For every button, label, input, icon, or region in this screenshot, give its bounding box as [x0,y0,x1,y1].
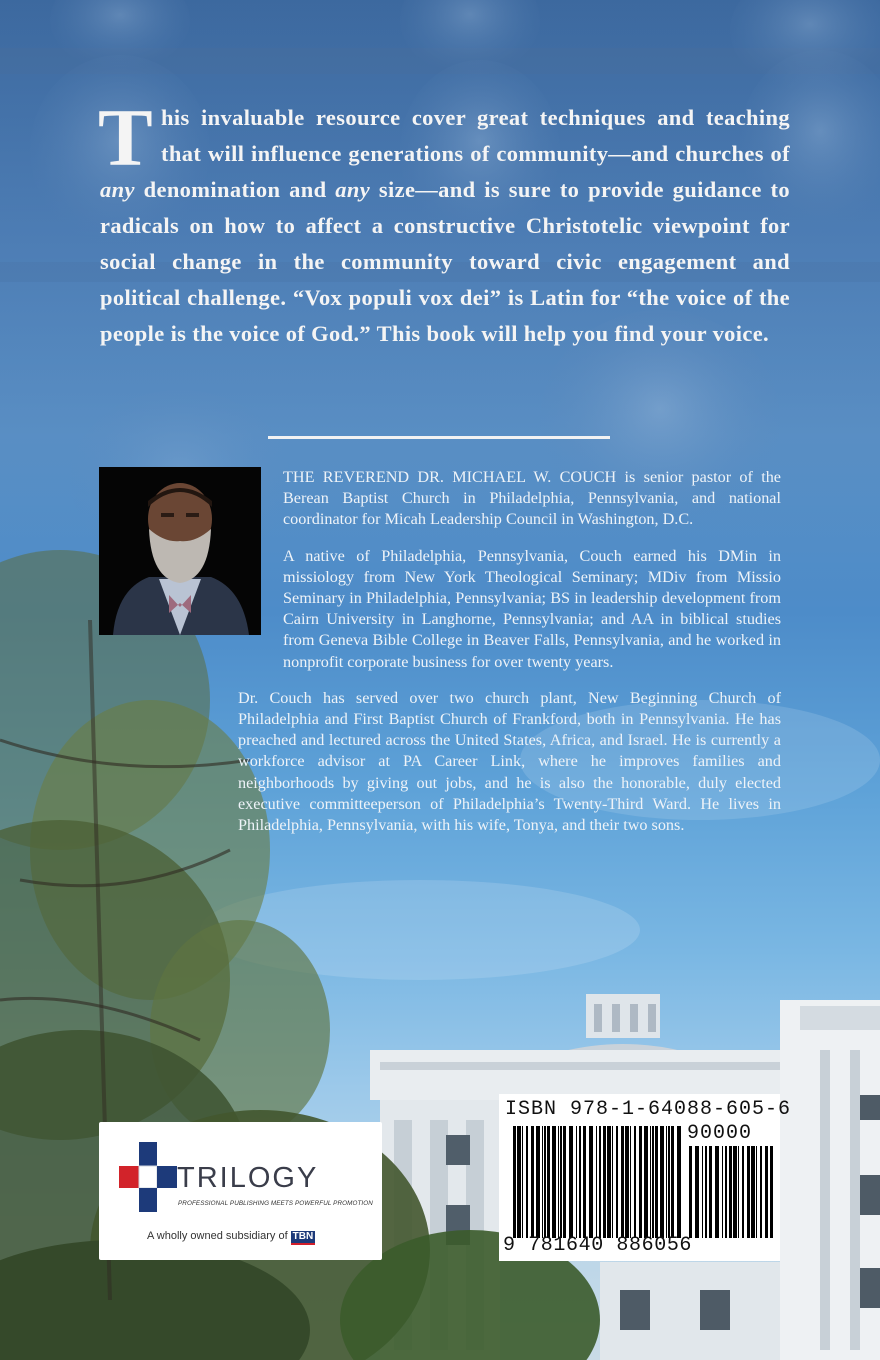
barcode-bar [738,1146,739,1238]
barcode-bar [729,1146,732,1238]
barcode-bar [668,1126,670,1238]
blurb-text-b: denomination and [134,177,336,202]
barcode-bar [579,1126,581,1238]
publisher-name: TRILOGY [177,1162,319,1194]
publisher-subsidiary [147,1230,315,1245]
blurb-text-a: his invaluable resource cover great techniques and teaching that will influence generations of community—and churches of [161,105,790,166]
barcode-bar [702,1146,703,1238]
barcode-bar [517,1126,521,1238]
addon-barcode-bars [689,1146,773,1238]
barcode-bar [695,1146,699,1238]
barcode-bar [621,1126,624,1238]
barcode-bar [583,1126,586,1238]
tbn-logo: TBN [291,1231,316,1245]
barcode-bar [660,1126,664,1238]
barcode-bar [603,1126,606,1238]
barcode-bar [770,1146,773,1238]
publisher-tagline: PROFESSIONAL PUBLISHING MEETS POWERFUL PROMOTION [178,1200,373,1207]
price-code: 90000 [687,1122,753,1145]
publisher-logo [99,1122,382,1260]
barcode-bar [709,1146,712,1238]
barcode-bar [536,1126,540,1238]
author-bio [238,467,781,851]
barcode-bar [742,1146,744,1238]
barcode-bar [612,1126,613,1238]
barcode-bar [607,1126,611,1238]
barcode-bar [616,1126,618,1238]
barcode-bar [531,1126,534,1238]
barcode-bar [542,1126,543,1238]
blurb-text-c: size—and is sure to provide guidance to radicals on how to affect a constructive Christotelic viewpoint for social change in the community toward civic engagement and political challenge. “Vox populi vox dei” is Latin for “the voice of the people is the voice of God.” This book will help you find your voice. [100,177,790,346]
barcode-bar [569,1126,573,1238]
barcode-bar [733,1146,737,1238]
barcode-bar [563,1126,566,1238]
back-cover-blurb [98,92,790,352]
barcode-bar [715,1146,719,1238]
barcode-bar [625,1126,629,1238]
barcode-bar [599,1126,601,1238]
barcode-bar [526,1126,528,1238]
barcode-bar [513,1126,516,1238]
barcode-bar [644,1126,648,1238]
isbn-label: ISBN 978-1-64088-605-6 [505,1098,792,1121]
author-portrait [99,467,261,635]
isbn-barcode [499,1094,792,1261]
barcode-bar [547,1126,550,1238]
barcode-bar [756,1146,757,1238]
barcode-bar [630,1126,631,1238]
blurb-emphasis-any-1: any [100,177,135,202]
barcode-bar [677,1126,681,1238]
barcode-bar [652,1126,654,1238]
bio-paragraph-1: THE REVEREND DR. MICHAEL W. COUCH is senior pastor of the Berean Baptist Church in Philadelphia, Pennsylvania, and national coordinator for Micah Leadership Council in Washington, D.C. [283,468,781,529]
barcode-bar [671,1126,674,1238]
ean-barcode-bars [513,1126,683,1238]
bio-paragraph-3: Dr. Couch has served over two church plant, New Beginning Church of Philadelphia and First Baptist Church of Frankford, both in Pennsylvania. He has preached and lectured across the United States, Africa, and Israel. He is currently a workforce advisor at PA Career Link, where he improves families and neighborhoods by giving out jobs, and he is also the honorable, duly elected executive committeeperson of Philadelphia’s Twenty-Third Ward. He lives in Philadelphia, Pennsylvania, with his wife, Tonya, and their two sons. [238,688,781,835]
drop-cap: T [98,92,154,183]
author-photo [99,467,261,635]
barcode-bar [522,1126,523,1238]
barcode-bar [558,1126,559,1238]
barcode-digits: 9 781640 886056 [503,1234,693,1257]
barcode-bar [689,1146,692,1238]
barcode-bar [765,1146,768,1238]
bio-paragraph-2: A native of Philadelphia, Pennsylvania, Couch earned his DMin in missiology from New York Theological Seminary; MDiv from Missio Seminary in Philadelphia, Pennsylvania; BS in leadership development from Cairn University in Langhorne, Pennsylvania; and AA in biblical studies from Geneva Bible College in Beaver Falls, Pennsylvania, and he worked in nonprofit corporate business for over twenty years. [283,546,781,671]
subsidiary-text: A wholly owned subsidiary of [147,1230,288,1242]
barcode-bar [650,1126,651,1238]
barcode-bar [560,1126,562,1238]
barcode-bar [596,1126,597,1238]
trilogy-cross-icon [119,1142,179,1214]
blurb-emphasis-any-2: any [335,177,371,202]
barcode-bar [666,1126,667,1238]
barcode-bar [760,1146,762,1238]
barcode-bar [576,1126,577,1238]
barcode-bar [655,1126,658,1238]
barcode-bar [747,1146,750,1238]
barcode-bar [552,1126,556,1238]
barcode-bar [634,1126,636,1238]
divider-rule [268,436,610,439]
barcode-bar [751,1146,755,1238]
barcode-bar [544,1126,546,1238]
barcode-bar [589,1126,593,1238]
barcode-bar [725,1146,727,1238]
barcode-bar [639,1126,642,1238]
barcode-bar [705,1146,707,1238]
barcode-bar [722,1146,723,1238]
